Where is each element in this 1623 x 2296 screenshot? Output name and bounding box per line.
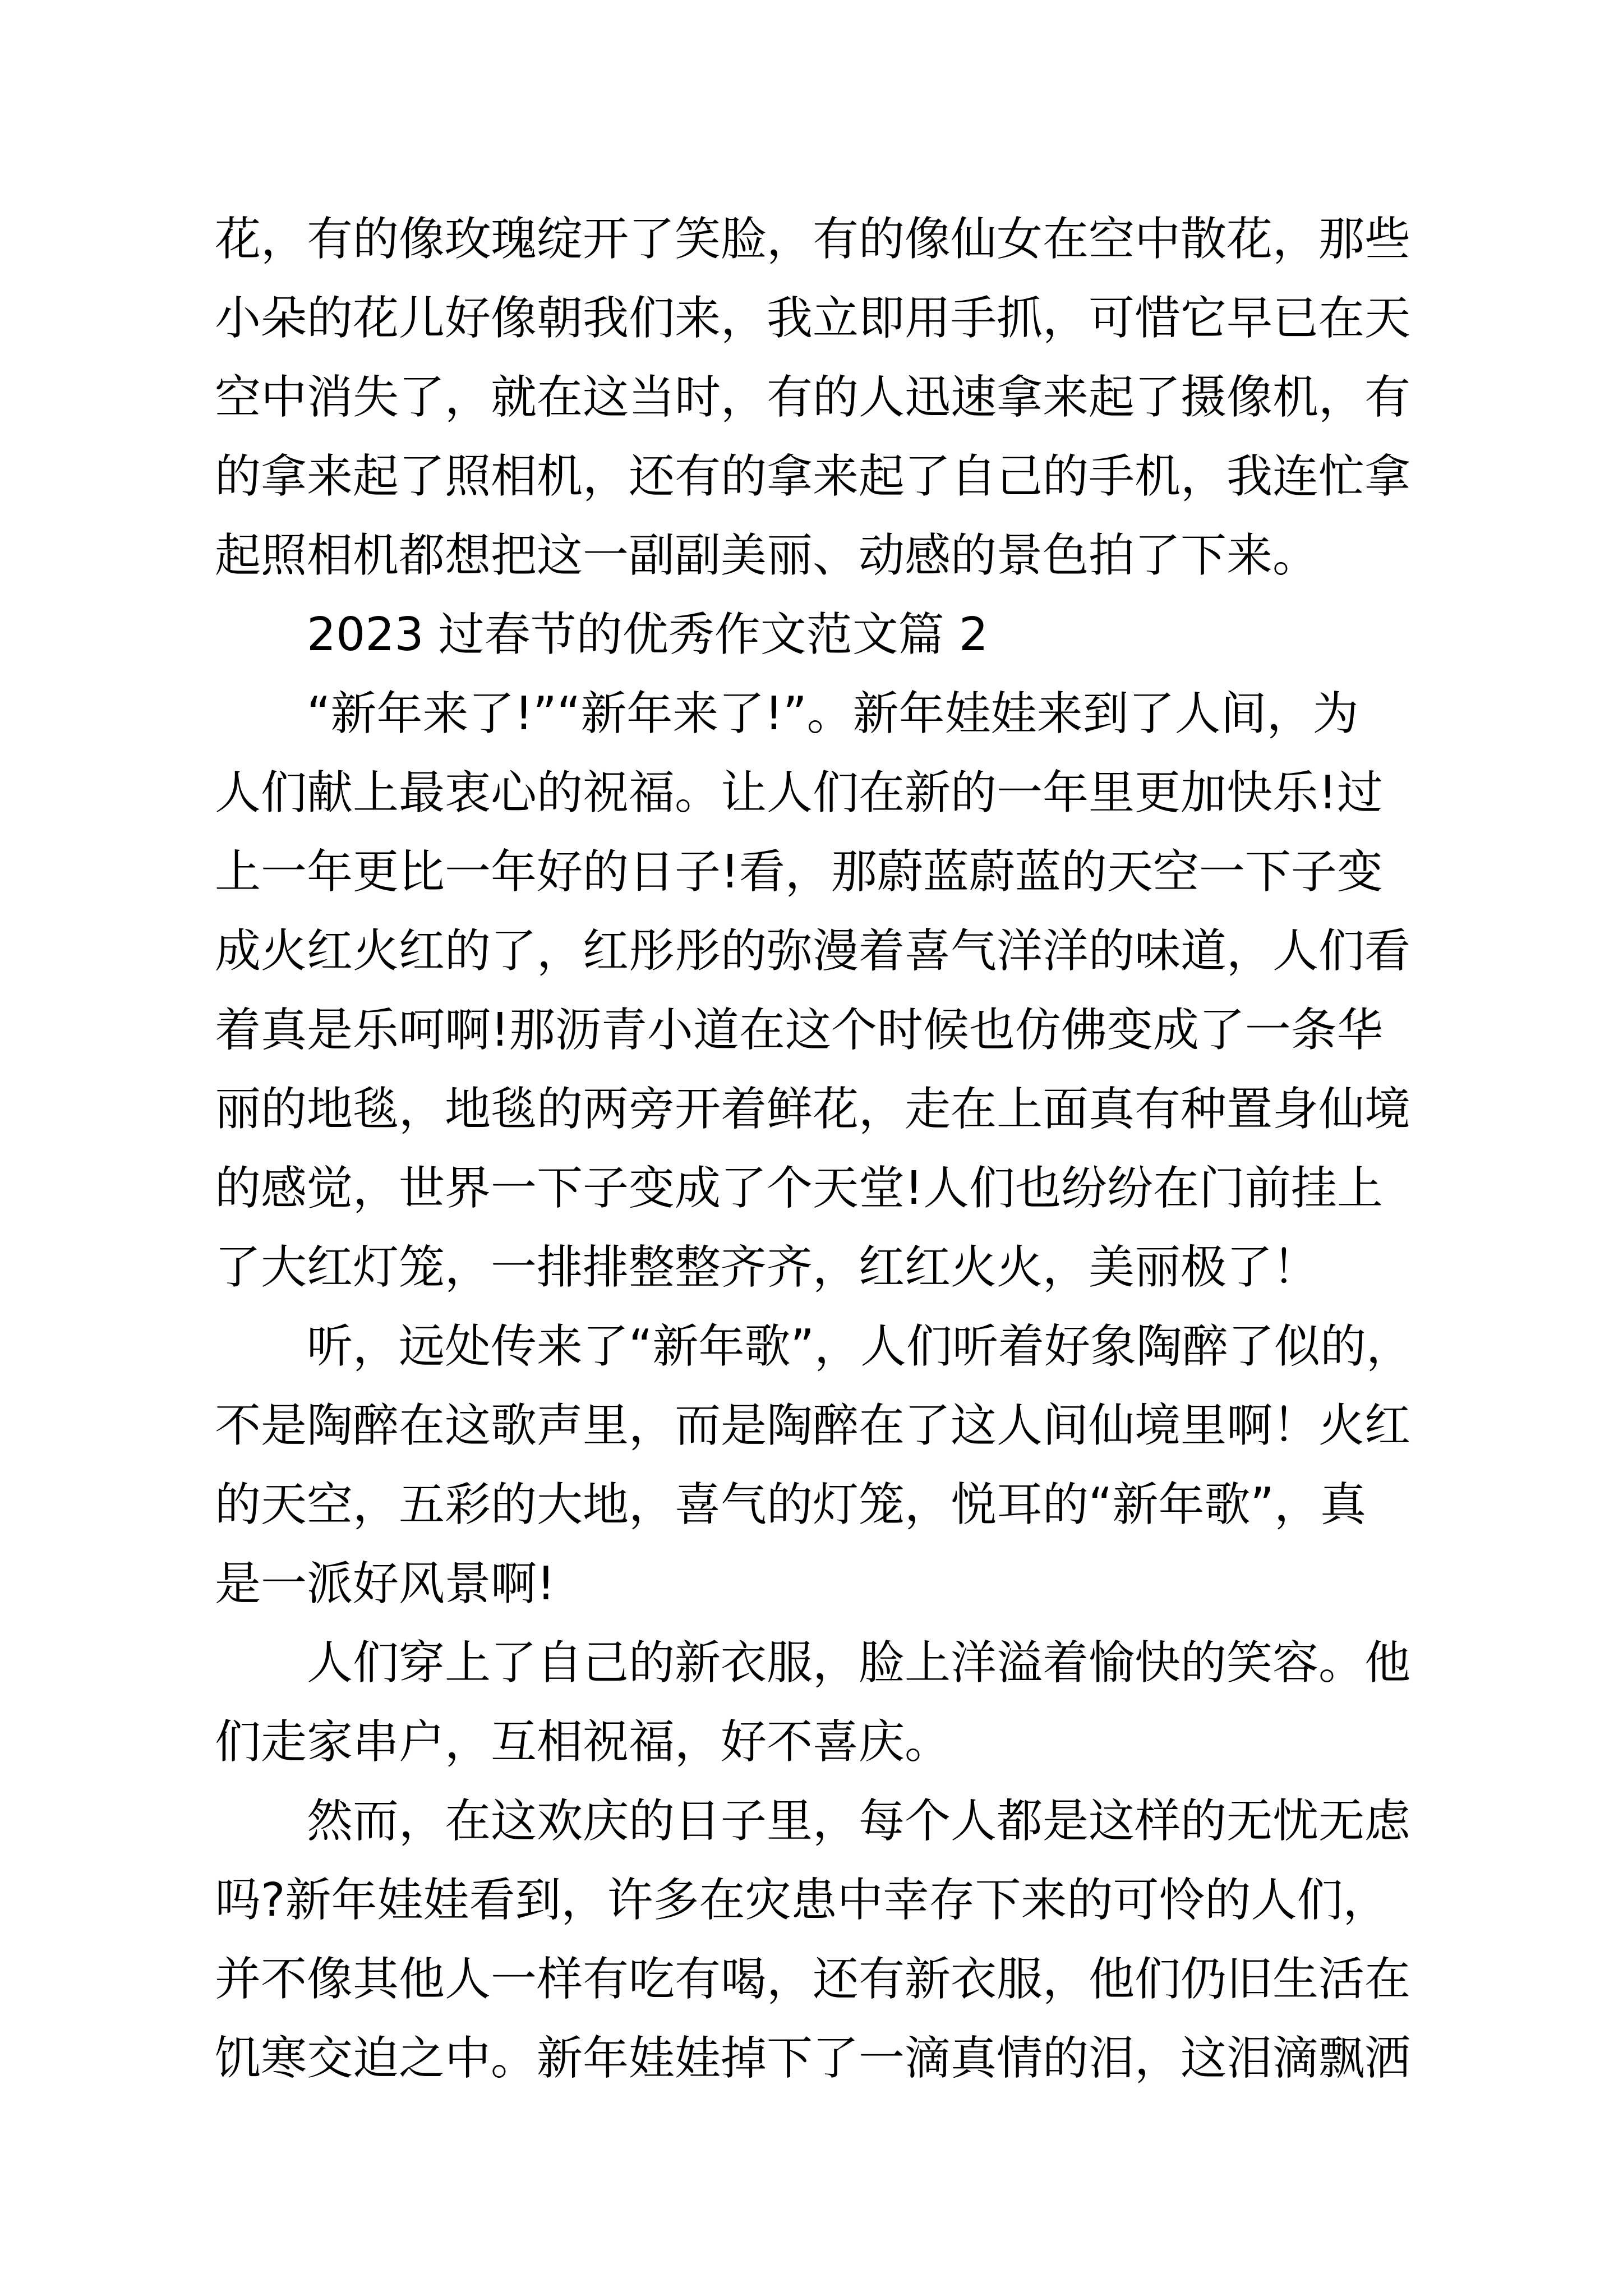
- text-line: 成火红火红的了，红彤彤的弥漫着喜气洋洋的味道，人们看: [215, 924, 1411, 978]
- text-line: 的拿来起了照相机，还有的拿来起了自己的手机，我连忙拿: [215, 450, 1411, 503]
- text-line: 不是陶醉在这歌声里，而是陶醉在了这人间仙境里啊！火红: [215, 1399, 1411, 1452]
- text-line: 空中消失了，就在这当时，有的人迅速拿来起了摄像机，有: [215, 371, 1411, 424]
- text-line: 上一年更比一年好的日子!看，那蔚蓝蔚蓝的天空一下子变: [215, 845, 1383, 899]
- text-line: 吗?新年娃娃看到，许多在灾患中幸存下来的可怜的人们，: [215, 1874, 1389, 1927]
- text-line: 们走家串户，互相祝福，好不喜庆。: [215, 1715, 951, 1769]
- text-line: 人们穿上了自己的新衣服，脸上洋溢着愉快的笑容。他: [215, 1636, 1411, 1690]
- text-line: “新年来了!”“新年来了!”。新年娃娃来到了人间，为: [215, 687, 1359, 740]
- document-body: [215, 200, 1412, 2098]
- text-line: 丽的地毯，地毯的两旁开着鲜花，走在上面真有种置身仙境: [215, 1083, 1411, 1136]
- text-line: 花，有的像玫瑰绽开了笑脸，有的像仙女在空中散花，那些: [215, 213, 1411, 266]
- section-heading: 2023 过春节的优秀作文范文篇 2: [215, 608, 988, 661]
- text-line: 饥寒交迫之中。新年娃娃掉下了一滴真情的泪，这泪滴飘洒: [215, 2032, 1411, 2085]
- text-line: 的天空，五彩的大地，喜气的灯笼，悦耳的“新年歌”，真: [215, 1478, 1366, 1531]
- text-line: 然而，在这欢庆的日子里，每个人都是这样的无忧无虑: [215, 1795, 1411, 1848]
- text-line: 小朵的花儿好像朝我们来，我立即用手抓，可惜它早已在天: [215, 292, 1411, 345]
- text-line: 听，远处传来了“新年歌”，人们听着好象陶醉了似的，: [215, 1320, 1412, 1373]
- text-line: 人们献上最衷心的祝福。让人们在新的一年里更加快乐!过: [215, 766, 1383, 820]
- text-line: 着真是乐呵啊!那沥青小道在这个时候也仿佛变成了一条华: [215, 1004, 1383, 1057]
- text-line: 的感觉，世界一下子变成了个天堂!人们也纷纷在门前挂上: [215, 1162, 1383, 1215]
- text-line: 了大红灯笼，一排排整整齐齐，红红火火，美丽极了！: [215, 1241, 1319, 1294]
- text-line: 是一派好风景啊!: [215, 1557, 555, 1611]
- text-line: 并不像其他人一样有吃有喝，还有新衣服，他们仍旧生活在: [215, 1953, 1411, 2006]
- text-line: 起照相机都想把这一副副美丽、动感的景色拍了下来。: [215, 529, 1319, 582]
